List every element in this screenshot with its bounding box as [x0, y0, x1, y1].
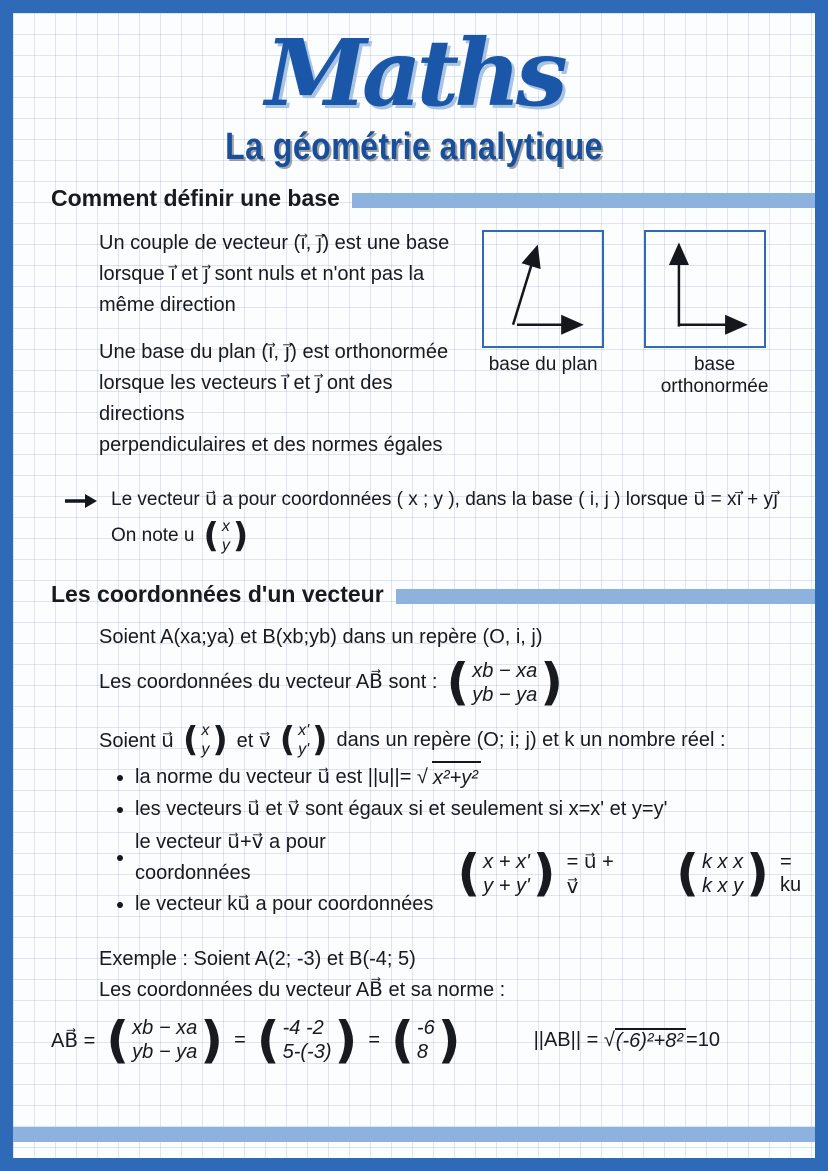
- column-vector-k: ( k x x k x y ): [676, 844, 769, 903]
- base-plan-diagram: [482, 230, 604, 348]
- coords-ab-line: [99, 653, 815, 712]
- left-paren: (: [446, 653, 470, 712]
- equals-sign: =: [234, 1028, 246, 1051]
- text-line: Un couple de vecteur (i⃗, j⃗) est une base: [99, 231, 450, 254]
- left-paren: (: [182, 720, 199, 760]
- left-paren: (: [106, 1010, 130, 1069]
- uv-part1: Soient u⃗: [99, 729, 174, 752]
- text-line: perpendiculaires et des normes égales: [99, 433, 443, 456]
- right-paren: ): [232, 515, 249, 555]
- k-result: = ku: [779, 850, 802, 896]
- column-vector-u: ( x y ): [182, 720, 228, 760]
- section-heading-coords-text: Les coordonnées d'un vecteur: [51, 580, 384, 607]
- column-vector-formula: ( xb − xa yb − ya ): [106, 1010, 224, 1069]
- norm-result: =10: [686, 1028, 720, 1051]
- right-paren: ): [212, 720, 228, 760]
- k-vector-pack: [673, 844, 815, 903]
- sum-vector-pack: [454, 844, 627, 903]
- example-block: [99, 944, 815, 1006]
- column-vector-result: ( -6 8 ): [391, 1010, 461, 1069]
- section-heading-coords: [51, 581, 815, 608]
- highlight-bar: [352, 193, 815, 208]
- figure-base-orthonormee: [644, 230, 785, 461]
- example-formula: [51, 1010, 815, 1069]
- coords-uv-line: [99, 721, 815, 759]
- figure-caption-base-plan: base du plan: [488, 353, 598, 375]
- column-vector-ab: ( xb − xa yb − ya ): [446, 653, 564, 712]
- base-content-row: [99, 228, 785, 461]
- highlight-bar: [396, 589, 815, 604]
- vector-arrow-j: [513, 249, 536, 324]
- right-paren: ): [532, 844, 556, 903]
- bullet-ku-text: le vecteur ku⃗ a pour coordonnées: [135, 893, 434, 916]
- paragraph-base-definition: [99, 228, 482, 321]
- left-paren: (: [457, 844, 481, 903]
- right-paren: ): [312, 720, 328, 760]
- right-paren: ): [746, 844, 769, 903]
- left-paren: (: [256, 1010, 280, 1069]
- footer-highlight-bar: [13, 1127, 815, 1142]
- operation-bullets: [117, 827, 440, 920]
- uv-part2: et v⃗: [236, 729, 271, 752]
- base-paragraphs: [99, 228, 482, 461]
- left-paren: (: [279, 720, 296, 760]
- left-paren: (: [391, 1010, 414, 1069]
- bullet-norme: [117, 761, 815, 794]
- note-body: [111, 485, 778, 555]
- text-line: Soient A(xa;ya) et B(xb;yb) dans un repère (O, i, j): [99, 625, 543, 648]
- radicand: x²+y²: [432, 761, 481, 794]
- column-vector-u: ( x y ): [203, 515, 249, 555]
- note-line2: [111, 517, 778, 555]
- page-title: Maths: [265, 19, 563, 127]
- uv-part3: dans un repère (O; i; j) et k un nombre réel :: [336, 728, 726, 751]
- bullet-norme-prefix: la norme du vecteur u⃗ est ||u||= √: [135, 766, 428, 789]
- norm-expression: [534, 1028, 720, 1053]
- note-coordinates: [65, 485, 815, 555]
- bullet-dot-icon: [117, 855, 123, 861]
- norm-prefix: ||AB|| = √: [533, 1028, 615, 1051]
- bullet-egaux-text: les vecteurs u⃗ et v⃗ sont égaux si et seulement si x=x' et y=y': [135, 798, 668, 821]
- text-line: Une base du plan (i⃗, j⃗) est orthonormée: [99, 340, 449, 363]
- paragraph-base-orthonormee: [99, 337, 482, 461]
- equals-sign: =: [368, 1028, 381, 1051]
- sum-result: = u⃗ + v⃗: [566, 850, 614, 898]
- left-paren: (: [203, 515, 219, 555]
- column-vector-sum: ( x + x' y + y' ): [457, 844, 556, 903]
- left-paren: (: [676, 844, 699, 903]
- note-prefix: On note u: [111, 524, 195, 546]
- right-paren: ): [437, 1010, 461, 1069]
- operation-vectors: [454, 844, 815, 903]
- arrow-right-icon: [65, 493, 97, 509]
- bullet-group-operations: [117, 827, 815, 920]
- example-line2: Les coordonnées du vecteur AB⃗ et sa norme :: [99, 979, 506, 1002]
- coords-intro: [99, 622, 815, 712]
- figure-base-plan: [482, 230, 604, 461]
- bullet-somme-text: le vecteur u⃗+v⃗ a pour coordonnées: [135, 831, 326, 885]
- right-paren: ): [334, 1010, 358, 1069]
- text-line: lorsque les vecteurs i⃗ et j⃗ ont des directions: [99, 371, 393, 425]
- note-line1: Le vecteur u⃗ a pour coordonnées ( x ; y ), dans la base ( i, j ) lorsque u⃗ = xi⃗ + yj⃗: [111, 488, 779, 510]
- bullet-dot-icon: [117, 807, 123, 813]
- subtitle-wrap: [13, 124, 815, 167]
- norm-radicand: (-6)²+8²: [615, 1028, 686, 1053]
- bullet-egaux: [117, 794, 815, 825]
- bullet-somme: [117, 827, 440, 889]
- bullet-dot-icon: [117, 902, 123, 908]
- section-heading-base: [51, 185, 815, 212]
- text-line: lorsque i⃗ et j⃗ sont nuls et n'ont pas la: [99, 262, 425, 285]
- coords-ab-prefix: Les coordonnées du vecteur AB⃗ sont :: [99, 671, 438, 694]
- column-vector-numbers: ( -4 -2 5-(-3) ): [256, 1010, 358, 1069]
- figure-caption-base-orthonormee: base orthonormée: [660, 353, 769, 397]
- page-subtitle: La géométrie analytique: [225, 124, 603, 167]
- base-orthonormee-diagram: [644, 230, 766, 348]
- example-line1: Exemple : Soient A(2; -3) et B(-4; 5): [99, 948, 416, 971]
- text-line: même direction: [99, 293, 236, 316]
- bullet-ku: [117, 889, 440, 920]
- coords-bullets: [117, 761, 815, 920]
- section-heading-base-text: Comment définir une base: [51, 184, 340, 211]
- right-paren: ): [200, 1010, 224, 1069]
- right-paren: ): [540, 653, 564, 712]
- grid-paper-sheet: [13, 13, 815, 1158]
- formula-lhs: AB⃗ =: [51, 1029, 96, 1052]
- base-diagrams: [482, 230, 785, 461]
- bullet-dot-icon: [117, 775, 123, 781]
- column-vector-v: ( x' y' ): [279, 720, 328, 760]
